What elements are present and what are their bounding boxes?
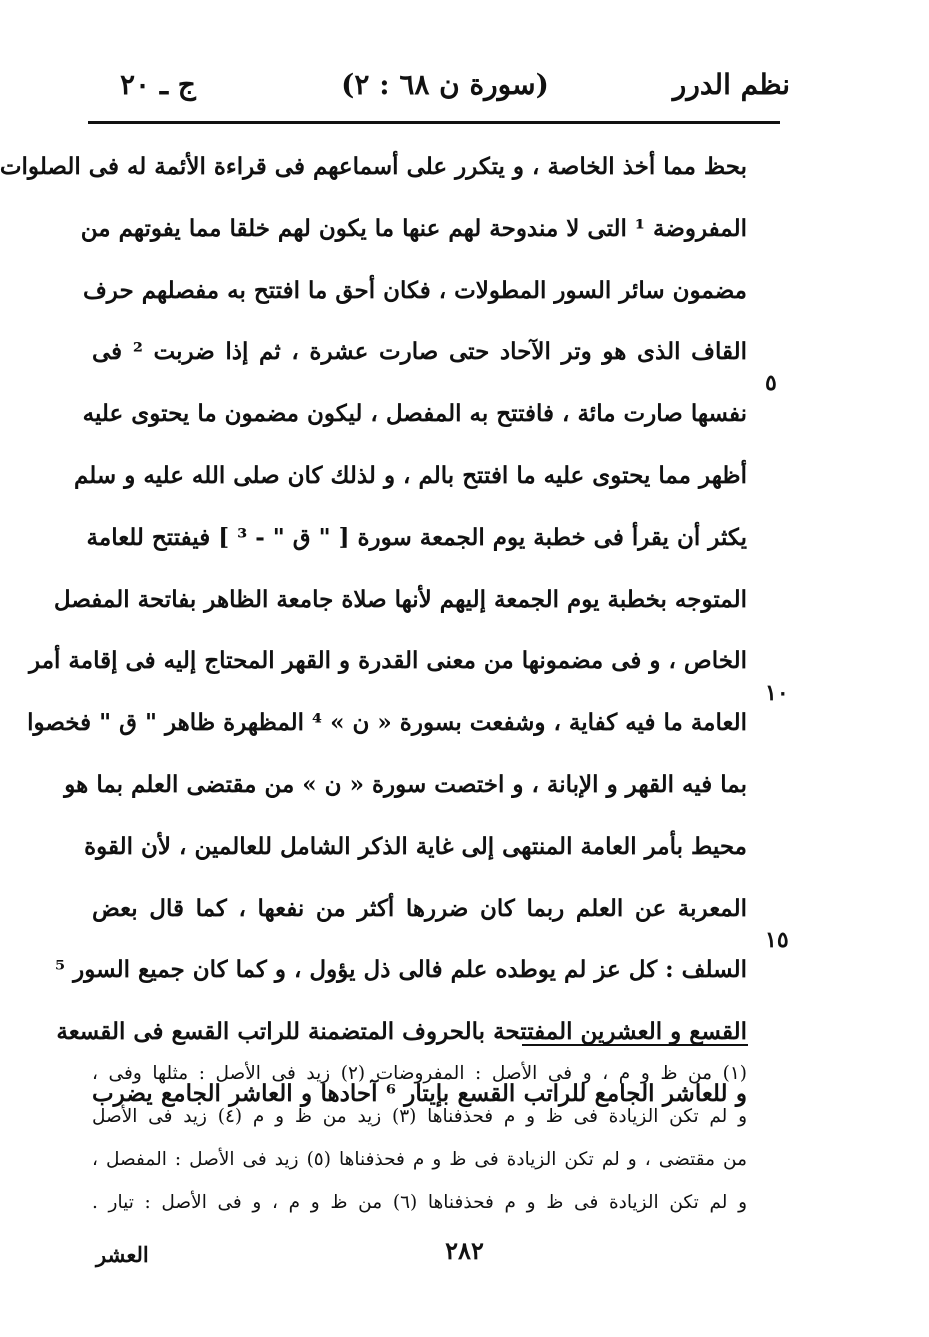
text-line: مضمون سائر السور المطولات ، فكان أحق ما افتتح به مفصلهم حرف — [82, 276, 747, 304]
running-header — [100, 68, 790, 118]
main-text — [0, 136, 747, 1125]
volume-number: ج ـ ٢٠ — [120, 68, 196, 101]
page-number: ٢٨٢ — [445, 1236, 484, 1265]
line-number-15: ١٥ — [765, 927, 789, 953]
text-line: بحظ مما أخذ الخاصة ، و يتكرر على أسماعهم فى قراءة الأئمة له فى الصلوات — [0, 153, 747, 180]
text-line: المعربة عن العلم ربما كان ضررها أكثر من نفعها ، كما قال بعض — [92, 894, 747, 922]
text-line: السلف : كل عز لم يوطده علم فالى ذل يؤول ، و كما كان جميع السور ⁵ — [55, 956, 747, 984]
text-line: يكثر أن يقرأ فى خطبة يوم الجمعة سورة [ " ق " - ³ ] فيفتتح للعامة — [86, 523, 747, 551]
footnote-line: من مقتضى ، و لم تكن الزيادة فى ظ و م فحذفناها (٥) زيد فى الأصل : المفصل ، — [92, 1149, 747, 1170]
text-line: العامة ما فيه كفاية ، وشفعت بسورة « ن » ⁴ المظهرة ظاهر " ق " فخصوا — [27, 709, 747, 737]
text-line: بما فيه القهر و الإبانة ، و اختصت سورة « ن » من مقتضى العلم بما هو — [64, 770, 747, 798]
text-line: محيط بأمر العامة المنتهى إلى غاية الذكر الشامل للعالمين ، لأن القوة — [84, 832, 747, 860]
text-line: نفسها صارت مائة ، فافتتح به المفصل ، ليكون مضمون ما يحتوى عليه — [82, 400, 747, 428]
text-line: الخاص ، و فى مضمونها من معنى القدرة و القهر المحتاج إليه فى إقامة أمر — [29, 647, 747, 675]
text-line: المتوجه بخطبة يوم الجمعة إليهم لأنها صلاة جامعة الظاهر بفاتحة المفصل — [53, 585, 747, 613]
footnote-line: (١) من ظ و م ، و فى الأصل : المفروضات (٢) زيد فى الأصل : مثلها وفى ، — [92, 1063, 748, 1084]
surah-reference: (سورة ن ٦٨ : ٢) — [341, 68, 549, 101]
footnote-line: و لم تكن الزيادة فى ظ و م فحذفناها (٦) من ظ و م ، و فى الأصل : تيار . — [92, 1192, 748, 1213]
text-line: القاف الذى هو وتر الآحاد حتى صارت عشرة ، ثم إذا ضربت ² فى — [92, 338, 747, 366]
text-line: القسع و العشرين المفتتحة بالحروف المتضمنة للراتب القسع فى القسعة — [56, 1018, 747, 1046]
text-line: و للعاشر الجامع للراتب القسع بإيتار ⁶ آحادها و العاشر الجامع يضرب — [92, 1079, 747, 1107]
text-line: المفروضة ¹ التى لا مندوحة لهم عنها ما يكون لهم خلقا مما يفوتهم من — [80, 214, 747, 242]
catchword: العشر — [96, 1242, 149, 1267]
text-line: أظهر مما يحتوى عليه ما افتتح بالم ، و لذلك كان صلى الله عليه و سلم — [74, 461, 747, 489]
footnotes — [92, 1052, 747, 1224]
line-number-5: ٥ — [765, 370, 777, 396]
header-rule — [88, 121, 780, 124]
footnote-rule — [522, 1044, 748, 1046]
footnote-line: و لم تكن الزيادة فى ظ و م فحذفناها (٣) زيد من ظ و م (٤) زيد فى الأصل — [92, 1106, 748, 1127]
book-title: نظم الدرر — [672, 68, 790, 101]
line-number-10: ١٠ — [765, 680, 789, 706]
